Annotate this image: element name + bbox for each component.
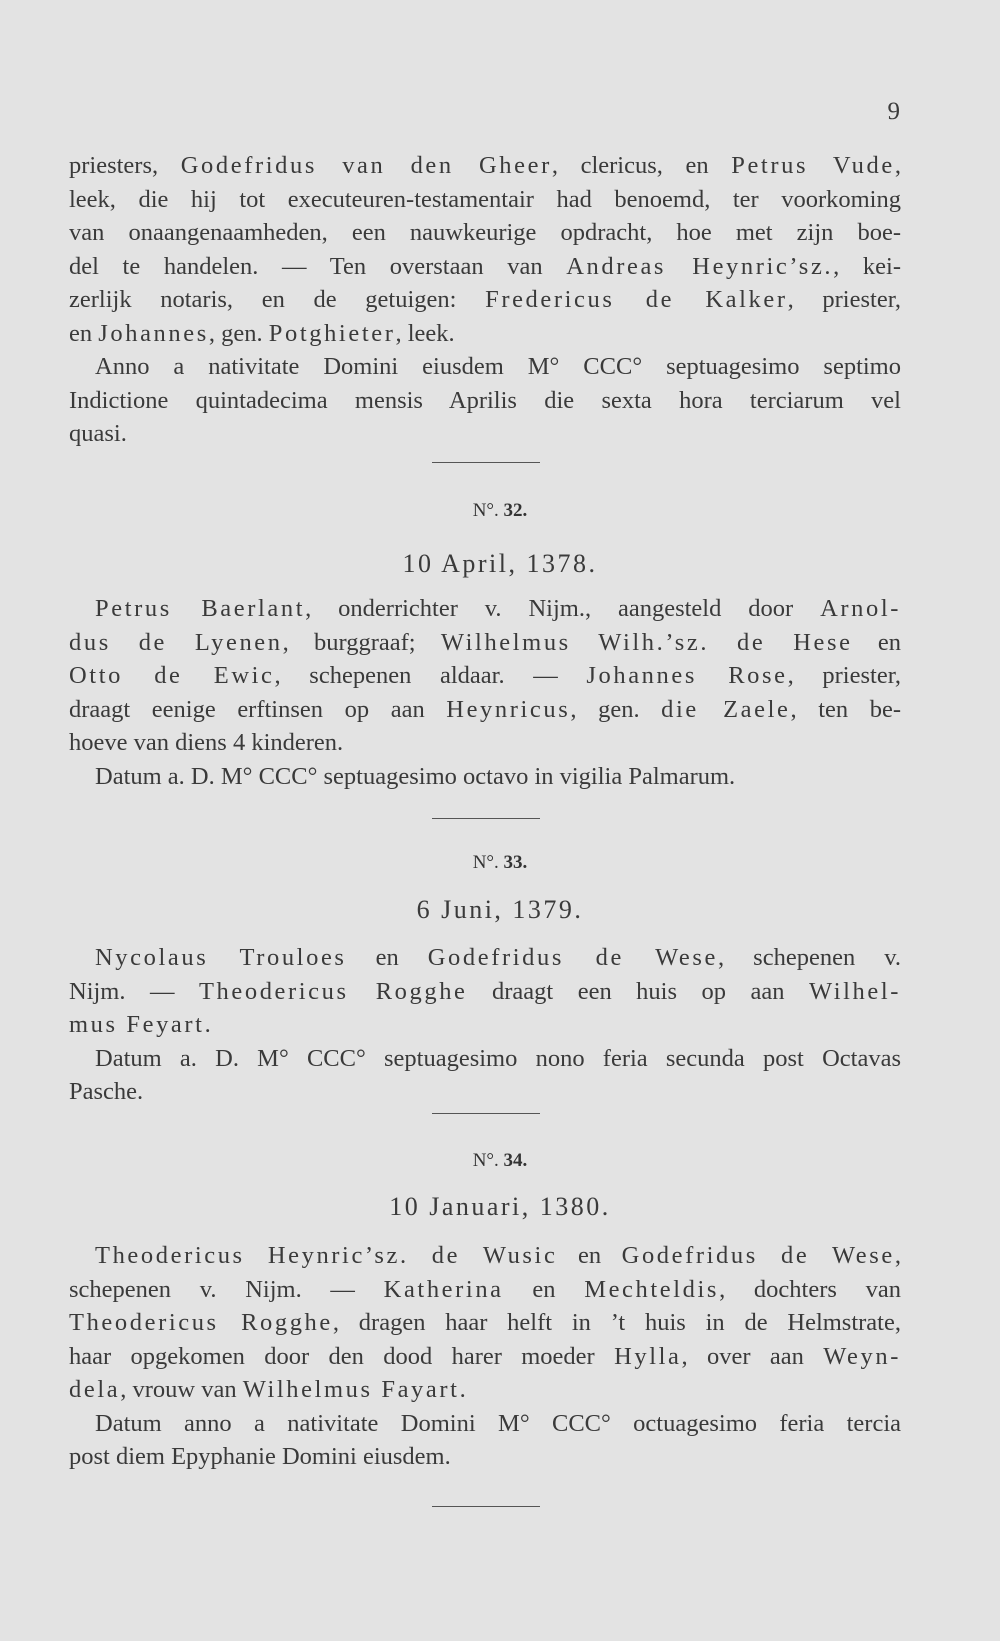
text-run: , kei- [833,252,901,280]
person-name: Godefridus de Wese [621,1242,895,1269]
number-value: 33. [503,852,528,873]
section-divider [432,1113,540,1114]
text-run: schepenen v. Nijm. — [69,1275,384,1303]
text-run: , schepenen aldaar. — [274,662,587,689]
person-name: Hylla [614,1342,682,1370]
text-run: , priester, [787,286,901,313]
intro-line-9: quasi. [69,420,127,447]
doc34-line-3 [69,1306,901,1340]
text-run: , burggraaf; [282,628,441,656]
document-date-32: 10 April, 1378. [402,549,598,578]
document-body-33 [69,941,901,1109]
person-name: Theodericus Heynric’sz. de Wusic [95,1242,558,1269]
person-name: Andreas Heynric’sz. [566,252,834,280]
person-name: Petrus Baerlant [95,595,306,622]
person-name: Johannes Rose [586,662,788,689]
text-run: , vrouw van [120,1376,243,1403]
person-name: Wilhelmus Wilh.’sz. de Hese [440,628,853,656]
text-run: , leek. [395,319,455,347]
person-name: Theodericus Rogghe [69,1309,333,1336]
text-run: , [894,152,901,179]
document-number-33 [0,852,1000,874]
text-run: , schepenen v. [718,944,902,971]
intro-line-8: Indictione quintadecima mensis Aprilis die sexta hora terciarum vel [69,386,901,414]
person-name: Heynricus [446,695,571,723]
text-run: draagt eenige erftinsen op aan [69,695,447,723]
text-run: en [852,628,901,656]
text-run: en [346,944,428,971]
text-run: draagt een huis op aan [467,977,809,1005]
text-run: , onderrichter v. Nijm., aangesteld door [305,595,821,622]
section-divider [432,462,540,463]
text-run: , over aan [681,1342,824,1370]
text-run: , dochters van [719,1275,901,1303]
doc33-line-1 [69,941,901,975]
document-date-34: 10 Januari, 1380. [389,1192,611,1221]
doc33-line-3 [69,1008,901,1042]
page-number: 9 [887,98,900,125]
text-run: , priester, [787,662,901,689]
intro-line-1 [69,149,901,183]
intro-line-3: van onaangenaamheden, een nauwkeurige opdracht, hoe met zijn boe- [69,219,901,246]
person-name: Otto de Ewic [69,662,275,689]
person-name: Nycolaus Trouloes [95,944,347,971]
number-value: 32. [503,500,528,521]
doc32-line-6: Datum a. D. M° CCC° septuagesimo octavo in vigilia Palmarum. [95,762,736,790]
doc33-line-4: Datum a. D. M° CCC° septuagesimo nono feria secunda post Octavas [95,1044,901,1072]
intro-paragraph [69,149,901,451]
text-run: . [204,1011,211,1038]
person-name: dela [69,1376,121,1403]
doc34-line-5 [69,1373,901,1407]
person-name: Johannes [98,319,209,347]
doc32-line-2 [69,626,901,660]
person-name: Arnol- [820,595,901,622]
doc34-line-7: post diem Epyphanie Domini eiusdem. [69,1443,451,1470]
intro-line-5 [69,283,901,317]
number-label: N°. [472,500,499,521]
text-run: en [69,319,99,347]
section-divider [432,1506,540,1507]
doc33-line-5: Pasche. [69,1078,144,1105]
text-run: en [557,1242,622,1269]
text-run: en [503,1275,585,1303]
person-name: Mechteldis [584,1275,720,1303]
person-name: Katherina [383,1275,504,1303]
doc34-line-4 [69,1340,901,1374]
number-label: N°. [472,852,499,873]
doc34-line-2 [69,1273,901,1307]
number-value: 34. [503,1150,528,1171]
doc32-line-1 [69,592,901,626]
doc32-line-5: hoeve van diens 4 kinderen. [69,729,344,756]
doc33-line-2 [69,975,901,1009]
text-run: Nijm. — [69,977,199,1005]
number-label: N°. [472,1150,499,1171]
person-name: Potghieter [268,319,396,347]
person-name: die Zaele [661,695,791,723]
text-run: haar opgekomen door den dood harer moeder [69,1342,615,1370]
person-name: Wilhelmus Fayart [242,1376,460,1403]
text-run: zerlijk notaris, en de getuigen: [69,286,486,313]
person-name: Weyn- [823,1342,901,1370]
section-divider [432,818,540,819]
intro-line-2: leek, die hij tot executeuren-testamentair had benoemd, ter voorkoming [69,185,901,213]
document-body-34 [69,1239,901,1474]
text-run: . [459,1376,466,1403]
doc32-line-4 [69,693,901,727]
document-number-34 [0,1150,1000,1172]
text-run: , [894,1242,902,1269]
document-body-32 [69,592,901,793]
person-name: dus de Lyenen [69,628,283,656]
intro-line-7: Anno a nativitate Domini eiusdem M° CCC° septuagesimo septimo [95,353,901,380]
doc32-line-3 [69,659,901,693]
person-name: Theodericus Rogghe [198,977,468,1005]
person-name: Godefridus de Wese [427,944,718,971]
doc34-line-6: Datum anno a nativitate Domini M° CCC° octuagesimo feria tercia [95,1409,901,1437]
person-name: mus Feyart [69,1011,205,1038]
document-date-33: 6 Juni, 1379. [416,895,584,924]
person-name: Fredericus de Kalker [485,286,788,313]
text-run: priesters, [69,152,181,179]
person-name: Wilhel- [808,977,902,1005]
person-name: Petrus Vude [731,152,895,179]
text-run: del te handelen. — Ten overstaan van [69,252,567,280]
text-run: , gen. [208,319,269,347]
intro-line-4 [69,250,901,284]
text-run: , dragen haar helft in ’t huis in de Helmstrate, [332,1309,901,1336]
text-run: , gen. [570,695,662,723]
doc34-line-1 [69,1239,901,1273]
text-run: , clericus, en [551,152,732,179]
text-run: , ten be- [790,695,901,723]
person-name: Godefridus van den Gheer [180,152,552,179]
intro-line-6 [69,317,901,351]
document-number-32 [0,500,1000,522]
